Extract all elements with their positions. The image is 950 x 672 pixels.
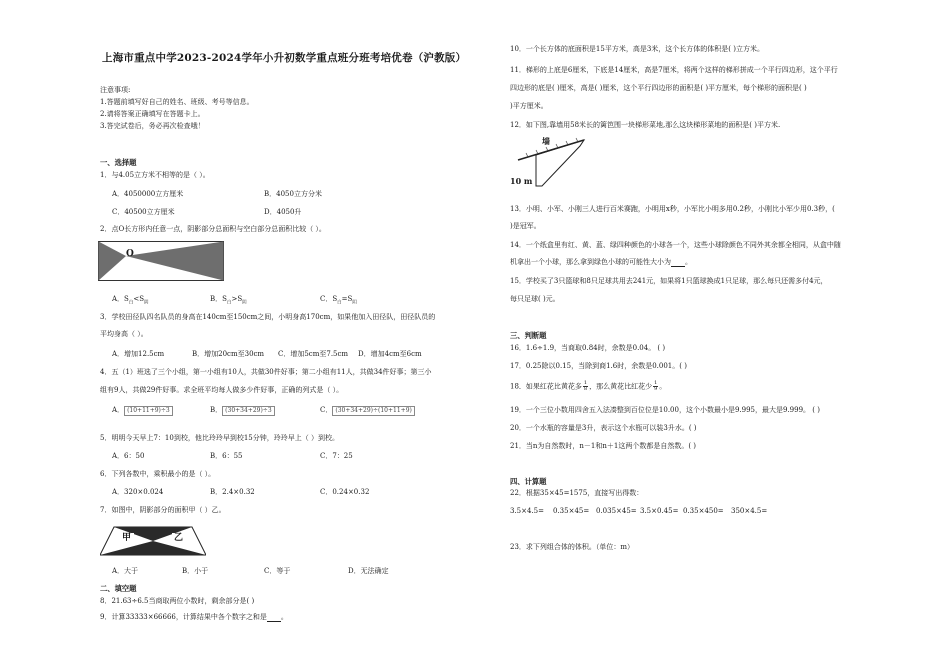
notice-item: 1.答题前填写好自己的姓名、班级、考号等信息。 — [100, 98, 254, 106]
q15-line2: 每只足球( )元。 — [510, 295, 560, 303]
q15-line1: 15．学校买了3只篮球和8只足球共用去241元，如果将1只篮球换成1只足球，那么每只还需多付4元， — [510, 277, 828, 285]
q22-item: 350×4.5= — [731, 507, 768, 515]
q3-option-c: C．增加5cm至7.5cm — [278, 350, 349, 358]
q18-fraction-2: $\frac{1}{9}$ — [654, 380, 658, 392]
q13-line2: )是冠军。 — [510, 222, 541, 230]
q3-line2: 平均身高（ ）。 — [100, 330, 148, 338]
q4-option-c: C． (30+34+29)÷(10+11+9) — [320, 406, 415, 416]
q13-line1: 13．小明、小军、小刚三人进行百米赛跑，小明用x秒，小军比小明多用0.2秒，小刚比小军少用0.3秒，( — [510, 205, 835, 213]
q18-fraction-1: $\frac{1}{8}$ — [583, 380, 588, 392]
q2-text: 2．点O长方形内任意一点，阴影部分总面积与空白部分总面积比较（ ）。 — [100, 225, 326, 233]
q1-option-b: B．4050立方分米 — [264, 190, 322, 198]
q6-option-a: A．320×0.024 — [112, 488, 164, 496]
q22-item: 3.5×0.45= — [640, 507, 679, 515]
q22-item: 0.035×45= — [596, 507, 637, 515]
q10-text: 10．一个长方体的底面积是15平方米，高是3米，这个长方体的体积是( )立方米。 — [510, 45, 764, 53]
q3-line1: 3．学校田径队四名队员的身高在140cm至150cm之间，小明身高170cm，如果他加入田径队，田径队员的 — [100, 313, 436, 321]
q3-option-d: D．增加4cm至6cm — [358, 350, 422, 358]
q5-text: 5．明明今天早上7：10到校，他比玲玲早到校15分钟，玲玲早上（ ）到校。 — [100, 434, 339, 442]
q21-text: 21．当n为自然数时，n－1和n＋1这两个数都是自然数。( ) — [510, 442, 697, 450]
q11-line2: 四边形的底是( )厘米，高是( )厘米，这个平行四边形的面积是( )平方厘米，每个梯形的面积是( ) — [510, 84, 807, 92]
q11-line1: 11．梯形的上底是6厘米，下底是14厘米，高是7厘米，将两个这样的梯形拼成一个平行四边形，这个平行 — [510, 66, 838, 74]
q7-option-d: D．无法确定 — [348, 567, 389, 575]
q5-option-c: C．7：25 — [320, 452, 353, 460]
q8-text: 8．21.63÷6.5当商取两位小数时，剩余部分是( ) — [100, 597, 255, 605]
q4-line2: 组有9人，共做29件好事。求全班平均每人做多少件好事，正确的列式是（ ）。 — [100, 386, 344, 394]
q22-item: 0.35×450= — [683, 507, 724, 515]
q2-rectangle-figure — [98, 241, 224, 281]
notice-item: 2.请将答案正确填写在答题卡上。 — [100, 110, 205, 118]
q7-jia-label: 甲 — [122, 533, 132, 543]
q5-option-a: A．6：50 — [112, 452, 145, 460]
q19-text: 19．一个三位小数用四舍五入法凑整到百位位是10.00，这个小数最小是9.995，最大是9.999。 ( ) — [510, 406, 820, 414]
q18-text: 18．如果红花比黄花多 $\frac{1}{8}$ ，那么黄花比红花少 $\frac{1}{9}$ 。 — [510, 380, 667, 392]
q11-line3: )平方厘米。 — [510, 102, 548, 110]
q16-text: 16．1.6÷1.9，当商取0.84时，余数是0.04。 ( ) — [510, 344, 666, 352]
q2-option-a: A．$S_白<S_阴$ — [112, 295, 149, 306]
q4-option-b: B． (30+34+29)÷3 — [210, 406, 275, 416]
q4-option-a: A． (10+11+9)÷3 — [112, 406, 173, 416]
q7-option-c: C．等于 — [264, 567, 291, 575]
q14-line2: 机拿出一个小球，那么拿到绿色小球的可能性大小为 。 — [510, 258, 692, 266]
q7-trapezoid-figure — [100, 524, 206, 558]
q12-length-label: 10 m — [510, 176, 533, 186]
q2-option-c: C．$S_白=S_阴$ — [320, 295, 357, 306]
section-choice: 一、选择题 — [100, 158, 137, 167]
q1-option-a: A．4050000立方厘米 — [112, 190, 184, 198]
notice-header: 注意事项: — [100, 86, 131, 94]
q22-text: 22．根据35×45=1575，直接写出得数： — [510, 489, 644, 497]
q20-text: 20．一个水瓶的容量是3升，表示这个水瓶可以装3升水。( ) — [510, 424, 697, 432]
q7-option-b: B．小于 — [182, 567, 209, 575]
q6-text: 6．下列各数中，乘积最小的是（ ）。 — [100, 470, 216, 478]
q14-line1: 14．一个纸盒里有红、黄、蓝、绿四种颜色的小球各一个，这些小球除颜色不同外其余都全相同，从盒中随 — [510, 241, 841, 249]
q1-option-c: C．40500立方厘米 — [112, 208, 175, 216]
q22-item: 3.5×4.5= — [510, 507, 544, 515]
q7-yi-label: 乙 — [174, 533, 184, 543]
q3-option-b: B．增加20cm至30cm — [192, 350, 265, 358]
q6-option-b: B．2.4×0.32 — [210, 488, 255, 496]
q23-text: 23．求下列组合体的体积。（单位：m） — [510, 543, 635, 551]
q6-option-c: C．0.24×0.32 — [320, 488, 370, 496]
q1-text: 1．与4.05立方米不相等的是（ ）。 — [100, 171, 210, 179]
q12-text: 12．如下图,靠墙用58米长的篱笆围一块梯形菜地,那么这块梯形菜地的面积是( )平方米. — [510, 121, 781, 129]
q7-text: 7．如图中，阴影部分的面积甲（ ）乙。 — [100, 506, 226, 514]
q2-point-label: O — [126, 249, 134, 259]
q22-item: 0.35×45= — [553, 507, 590, 515]
section-calc: 四、计算题 — [510, 477, 547, 486]
q7-option-a: A．大于 — [112, 567, 139, 575]
section-fill: 二、填空题 — [100, 584, 137, 593]
section-judge: 三、判断题 — [510, 331, 547, 340]
q17-text: 17．0.25除以0.15，当除到商1.6时，余数是0.001。( ) — [510, 362, 687, 370]
q1-option-d: D．4050升 — [264, 208, 302, 216]
q12-wall-label: 墙 — [542, 136, 550, 146]
q3-option-a: A．增加12.5cm — [112, 350, 165, 358]
notice-item: 3.答完试卷后，务必再次检查哦！ — [100, 122, 205, 130]
q4-line1: 4．五（1）班选了三个小组，第一小组有10人，共做30件好事；第二小组有11人，共做34件好事；第三小 — [100, 368, 432, 376]
q2-option-b: B．$S_白>S_阴$ — [210, 295, 247, 306]
q9-text: 9．计算33333×66666，计算结果中各个数字之和是 。 — [100, 613, 288, 621]
page-title: 上海市重点中学2023-2024学年小升初数学重点班分班考培优卷（沪教版） — [102, 52, 467, 64]
q5-option-b: B．6：55 — [210, 452, 243, 460]
